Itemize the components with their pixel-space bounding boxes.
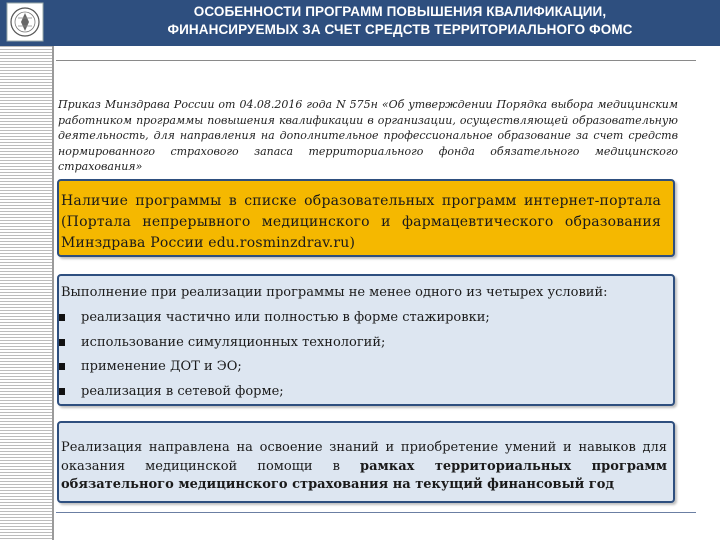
list-item: [59, 310, 490, 335]
portal-requirement-box: [57, 179, 675, 257]
list-item: [59, 359, 490, 384]
list-item: [59, 384, 490, 409]
order-reference-text: Приказ Минздрава России от 04.08.2016 года N 575н «Об утверждении Порядка выбора медицинским работником программы повышения квалификации в организации, осуществляющей образовательную деятельность, для направления на дополнительное профессиональное образование за счет средств нормированного страхового запаса территориального фонда обязательного медицинского страхования»: [58, 98, 678, 173]
sidebar-divider: [52, 46, 54, 540]
portal-requirement-text: Наличие программы в списке образовательных программ интернет-портала (Портала непрерывного медицинского и фармацевтического образования Минздрава России edu.rosminzdrav.ru): [61, 193, 661, 251]
bottom-divider: [56, 512, 696, 513]
goal-text: [61, 439, 667, 495]
title-line-2: ФИНАНСИРУЕМЫХ ЗА СЧЕТ СРЕДСТВ ТЕРРИТОРИАЛЬНОГО ФОМС: [167, 22, 633, 37]
condition-text: реализация в сетевой форме;: [81, 383, 284, 399]
condition-text: реализация частично или полностью в форме стажировки;: [81, 310, 490, 325]
condition-text: использование симуляционных технологий;: [81, 334, 386, 350]
square-bullet-icon: [59, 363, 65, 370]
conditions-intro: Выполнение при реализации программы не менее одного из четырех условий:: [61, 285, 608, 300]
square-bullet-icon: [59, 339, 65, 346]
square-bullet-icon: [59, 314, 65, 321]
list-item: [59, 335, 490, 360]
goal-text-plain: Реализация направлена на освоение знаний и приобретение умений и навыков для оказания медицинской помощи в: [61, 440, 667, 474]
title-line-1: ОСОБЕННОСТИ ПРОГРАММ ПОВЫШЕНИЯ КВАЛИФИКАЦИИ,: [193, 4, 607, 19]
conditions-box: [57, 274, 675, 406]
striped-sidebar: [0, 46, 52, 540]
goal-box: [57, 421, 675, 503]
top-divider: [56, 60, 696, 61]
header-bar: [0, 0, 720, 46]
condition-text: применение ДОТ и ЭО;: [81, 359, 242, 374]
page-title: [80, 3, 720, 39]
goal-text-bold: рамках территориальных программ обязательного медицинского страхования на текущий финансовый год: [61, 458, 667, 492]
square-bullet-icon: [59, 388, 65, 395]
conditions-list: [59, 310, 490, 408]
emblem-logo-icon: [6, 2, 44, 42]
